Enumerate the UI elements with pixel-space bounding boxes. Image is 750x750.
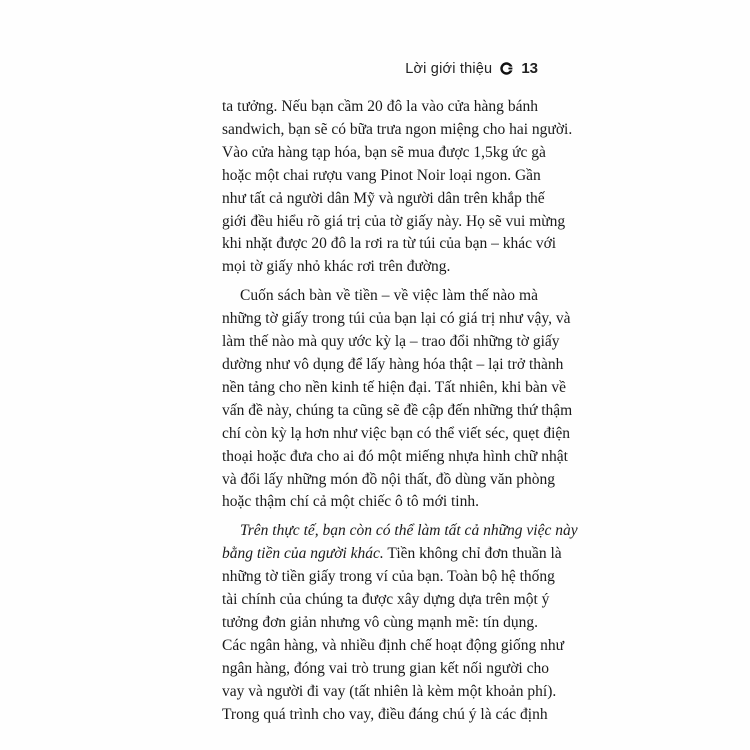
text-line: Trong quá trình cho vay, điều đáng chú ý là các định (222, 705, 548, 723)
text-line: những tờ tiền giấy trong ví của bạn. Toàn bộ hệ thống (222, 568, 555, 586)
text-line: ta tưởng. Nếu bạn cầm 20 đô la vào cửa hàng bánh (222, 98, 538, 115)
text-line: giới đều hiểu rõ giá trị của tờ giấy này. Họ sẽ vui mừng (222, 212, 566, 230)
text-line: ngân hàng, đóng vai trò trung gian kết nối người cho (222, 659, 549, 677)
text-line: hoặc một chai rượu vang Pinot Noir loại ngon. Gần (222, 166, 541, 184)
text-line: khi nhặt được 20 đô la rơi ra từ túi của bạn – khác với (222, 235, 557, 253)
text-run: Tiền không chỉ đơn thuần là (383, 545, 562, 563)
text-line: tưởng đơn giản nhưng vô cùng mạnh mẽ: tín dụng. (222, 613, 538, 631)
text-line: mọi tờ giấy nhỏ khác rơi trên đường. (222, 258, 451, 276)
running-header (405, 60, 538, 77)
paragraph-1 (222, 96, 573, 279)
body-text (222, 96, 578, 726)
text-line: làm thế nào mà quy ước kỳ lạ – trao đổi những tờ giấy (222, 333, 560, 351)
text-line: sandwich, bạn sẽ có bữa trưa ngon miệng cho hai người. (222, 120, 573, 138)
text-line: và đổi lấy những món đồ nội thất, đồ dùng văn phòng (222, 470, 556, 488)
text-line: thoại hoặc đưa cho ai đó một miếng nhựa hình chữ nhật (222, 447, 568, 465)
text-line: tài chính của chúng ta được xây dựng dựa trên một ý (222, 591, 550, 609)
text-line: chí còn kỳ lạ hơn như việc bạn có thể viết séc, quẹt điện (222, 424, 571, 442)
text-line: như tất cả người dân Mỹ và người dân trên khắp thế (222, 189, 545, 207)
text-line: vay và người đi vay (tất nhiên là kèm một khoản phí). (222, 682, 557, 700)
text-line: vấn đề này, chúng ta cũng sẽ đề cập đến những thứ thậm (222, 401, 573, 419)
text-line: dường như vô dụng để lấy hàng hóa thật – lại trở thành (222, 355, 564, 373)
text-line: nền tảng cho nền kinh tế hiện đại. Tất nhiên, khi bàn về (222, 378, 567, 396)
text-line: những tờ giấy trong túi của bạn lại có giá trị như vậy, và (222, 310, 571, 328)
italic-text: bằng tiền của người khác. (222, 545, 384, 563)
italic-text-line: Trên thực tế, bạn còn có thể làm tất cả những việc này (240, 522, 578, 540)
text-line: Cuốn sách bàn về tiền – về việc làm thế nào mà (240, 287, 538, 305)
text-line: Các ngân hàng, và nhiều định chế hoạt động giống như (222, 636, 565, 654)
text-line: Vào cửa hàng tạp hóa, bạn sẽ mua được 1,5kg ức gà (222, 143, 546, 161)
paragraph-2 (222, 285, 573, 514)
text-line (222, 543, 562, 566)
text-line: hoặc thậm chí cả một chiếc ô tô mới tinh. (222, 493, 479, 511)
publisher-logo-icon (500, 62, 513, 75)
page-number: 13 (521, 60, 538, 77)
paragraph-3 (222, 520, 578, 726)
chapter-title: Lời giới thiệu (405, 60, 493, 77)
